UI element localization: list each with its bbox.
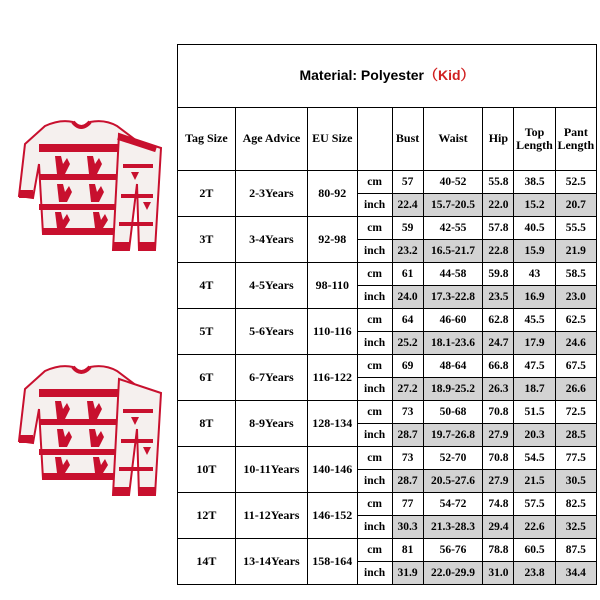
- waist-cm-cell: 56-76: [423, 539, 483, 562]
- pant-length-cm-cell: 58.5: [555, 263, 596, 286]
- unit-inch-cell: inch: [357, 194, 392, 217]
- unit-inch-cell: inch: [357, 378, 392, 401]
- top-length-cm-cell: 43: [514, 263, 555, 286]
- age-advice-cell: 13-14Years: [235, 539, 307, 585]
- age-advice-cell: 11-12Years: [235, 493, 307, 539]
- age-advice-cell: 2-3Years: [235, 171, 307, 217]
- top-length-inch-cell: 21.5: [514, 470, 555, 493]
- waist-inch-cell: 15.7-20.5: [423, 194, 483, 217]
- kid-label: （Kid）: [423, 67, 475, 84]
- top-length-inch-cell: 16.9: [514, 286, 555, 309]
- bust-inch-cell: 28.7: [392, 470, 423, 493]
- bust-inch-cell: 24.0: [392, 286, 423, 309]
- size-row-cm: [178, 217, 597, 240]
- bust-cm-cell: 73: [392, 447, 423, 470]
- unit-cm-cell: cm: [357, 447, 392, 470]
- top-length-inch-cell: 22.6: [514, 516, 555, 539]
- unit-inch-cell: inch: [357, 562, 392, 585]
- unit-inch-cell: inch: [357, 286, 392, 309]
- top-length-cm-cell: 51.5: [514, 401, 555, 424]
- hip-cm-cell: 59.8: [483, 263, 514, 286]
- waist-inch-cell: 18.1-23.6: [423, 332, 483, 355]
- waist-cm-cell: 50-68: [423, 401, 483, 424]
- unit-cm-cell: cm: [357, 493, 392, 516]
- header-eu-size: EU Size: [308, 108, 358, 171]
- unit-inch-cell: inch: [357, 470, 392, 493]
- waist-cm-cell: 46-60: [423, 309, 483, 332]
- pant-length-inch-cell: 20.7: [555, 194, 596, 217]
- header-top-length: Top Length: [514, 108, 555, 171]
- size-row-cm: [178, 493, 597, 516]
- hip-cm-cell: 70.8: [483, 447, 514, 470]
- eu-size-cell: 110-116: [308, 309, 358, 355]
- eu-size-cell: 146-152: [308, 493, 358, 539]
- pant-length-cm-cell: 67.5: [555, 355, 596, 378]
- pant-length-inch-cell: 28.5: [555, 424, 596, 447]
- unit-cm-cell: cm: [357, 263, 392, 286]
- waist-inch-cell: 21.3-28.3: [423, 516, 483, 539]
- eu-size-cell: 80-92: [308, 171, 358, 217]
- pant-length-cm-cell: 55.5: [555, 217, 596, 240]
- tag-size-cell: 8T: [178, 401, 236, 447]
- unit-cm-cell: cm: [357, 217, 392, 240]
- bust-inch-cell: 28.7: [392, 424, 423, 447]
- bust-cm-cell: 77: [392, 493, 423, 516]
- top-length-cm-cell: 38.5: [514, 171, 555, 194]
- hip-inch-cell: 31.0: [483, 562, 514, 585]
- pant-length-inch-cell: 32.5: [555, 516, 596, 539]
- material-label: Material: Polyester: [299, 67, 424, 84]
- unit-cm-cell: cm: [357, 539, 392, 562]
- top-length-inch-cell: 23.8: [514, 562, 555, 585]
- waist-cm-cell: 40-52: [423, 171, 483, 194]
- hip-inch-cell: 24.7: [483, 332, 514, 355]
- bust-inch-cell: 30.3: [392, 516, 423, 539]
- pant-length-cm-cell: 52.5: [555, 171, 596, 194]
- size-row-cm: [178, 309, 597, 332]
- unit-cm-cell: cm: [357, 171, 392, 194]
- unit-cm-cell: cm: [357, 401, 392, 424]
- tag-size-cell: 4T: [178, 263, 236, 309]
- hip-inch-cell: 22.8: [483, 240, 514, 263]
- waist-inch-cell: 22.0-29.9: [423, 562, 483, 585]
- size-row-cm: [178, 355, 597, 378]
- pant-length-inch-cell: 24.6: [555, 332, 596, 355]
- bust-cm-cell: 61: [392, 263, 423, 286]
- header-unit: [357, 108, 392, 171]
- age-advice-cell: 4-5Years: [235, 263, 307, 309]
- pant-length-inch-cell: 21.9: [555, 240, 596, 263]
- header-pant-length: Pant Length: [555, 108, 596, 171]
- top-length-inch-cell: 17.9: [514, 332, 555, 355]
- pant-length-inch-cell: 30.5: [555, 470, 596, 493]
- bust-cm-cell: 69: [392, 355, 423, 378]
- age-advice-cell: 5-6Years: [235, 309, 307, 355]
- pajama-pants: [113, 379, 161, 495]
- bust-inch-cell: 27.2: [392, 378, 423, 401]
- top-length-inch-cell: 15.2: [514, 194, 555, 217]
- size-row-cm: [178, 539, 597, 562]
- waist-cm-cell: 48-64: [423, 355, 483, 378]
- bust-inch-cell: 31.9: [392, 562, 423, 585]
- top-length-cm-cell: 57.5: [514, 493, 555, 516]
- header-row: [178, 108, 597, 171]
- bust-cm-cell: 57: [392, 171, 423, 194]
- size-chart-table: [177, 44, 597, 585]
- hip-inch-cell: 27.9: [483, 470, 514, 493]
- bust-inch-cell: 25.2: [392, 332, 423, 355]
- hip-inch-cell: 29.4: [483, 516, 514, 539]
- eu-size-cell: 140-146: [308, 447, 358, 493]
- hip-cm-cell: 66.8: [483, 355, 514, 378]
- pant-length-cm-cell: 82.5: [555, 493, 596, 516]
- waist-inch-cell: 19.7-26.8: [423, 424, 483, 447]
- waist-cm-cell: 52-70: [423, 447, 483, 470]
- bust-inch-cell: 22.4: [392, 194, 423, 217]
- bust-inch-cell: 23.2: [392, 240, 423, 263]
- tag-size-cell: 3T: [178, 217, 236, 263]
- hip-inch-cell: 22.0: [483, 194, 514, 217]
- top-length-cm-cell: 60.5: [514, 539, 555, 562]
- hip-cm-cell: 74.8: [483, 493, 514, 516]
- tag-size-cell: 14T: [178, 539, 236, 585]
- header-waist: Waist: [423, 108, 483, 171]
- header-hip: Hip: [483, 108, 514, 171]
- unit-inch-cell: inch: [357, 332, 392, 355]
- tag-size-cell: 6T: [178, 355, 236, 401]
- age-advice-cell: 3-4Years: [235, 217, 307, 263]
- waist-cm-cell: 42-55: [423, 217, 483, 240]
- waist-inch-cell: 18.9-25.2: [423, 378, 483, 401]
- hip-cm-cell: 62.8: [483, 309, 514, 332]
- eu-size-cell: 128-134: [308, 401, 358, 447]
- eu-size-cell: 116-122: [308, 355, 358, 401]
- tag-size-cell: 5T: [178, 309, 236, 355]
- tag-size-cell: 2T: [178, 171, 236, 217]
- age-advice-cell: 10-11Years: [235, 447, 307, 493]
- age-advice-cell: 8-9Years: [235, 401, 307, 447]
- pajama-set-image-bottom: [15, 349, 165, 499]
- unit-cm-cell: cm: [357, 355, 392, 378]
- header-age-advice: Age Advice: [235, 108, 307, 171]
- pant-length-inch-cell: 23.0: [555, 286, 596, 309]
- pant-length-cm-cell: 72.5: [555, 401, 596, 424]
- top-length-cm-cell: 40.5: [514, 217, 555, 240]
- waist-inch-cell: 16.5-21.7: [423, 240, 483, 263]
- bust-cm-cell: 73: [392, 401, 423, 424]
- product-image-panel: [3, 44, 178, 571]
- hip-inch-cell: 27.9: [483, 424, 514, 447]
- header-tag-size: Tag Size: [178, 108, 236, 171]
- hip-cm-cell: 78.8: [483, 539, 514, 562]
- waist-inch-cell: 20.5-27.6: [423, 470, 483, 493]
- size-chart-title: [178, 45, 597, 108]
- waist-cm-cell: 54-72: [423, 493, 483, 516]
- bust-cm-cell: 64: [392, 309, 423, 332]
- top-length-inch-cell: 15.9: [514, 240, 555, 263]
- pajama-pants: [113, 134, 161, 250]
- top-length-cm-cell: 47.5: [514, 355, 555, 378]
- tag-size-cell: 12T: [178, 493, 236, 539]
- eu-size-cell: 158-164: [308, 539, 358, 585]
- hip-inch-cell: 23.5: [483, 286, 514, 309]
- top-length-inch-cell: 20.3: [514, 424, 555, 447]
- eu-size-cell: 92-98: [308, 217, 358, 263]
- size-row-cm: [178, 447, 597, 470]
- pant-length-inch-cell: 26.6: [555, 378, 596, 401]
- top-length-cm-cell: 54.5: [514, 447, 555, 470]
- unit-inch-cell: inch: [357, 424, 392, 447]
- hip-cm-cell: 57.8: [483, 217, 514, 240]
- pant-length-inch-cell: 34.4: [555, 562, 596, 585]
- eu-size-cell: 98-110: [308, 263, 358, 309]
- pant-length-cm-cell: 62.5: [555, 309, 596, 332]
- unit-inch-cell: inch: [357, 240, 392, 263]
- top-length-inch-cell: 18.7: [514, 378, 555, 401]
- hip-cm-cell: 70.8: [483, 401, 514, 424]
- bust-cm-cell: 59: [392, 217, 423, 240]
- unit-cm-cell: cm: [357, 309, 392, 332]
- waist-cm-cell: 44-58: [423, 263, 483, 286]
- waist-inch-cell: 17.3-22.8: [423, 286, 483, 309]
- top-length-cm-cell: 45.5: [514, 309, 555, 332]
- unit-inch-cell: inch: [357, 516, 392, 539]
- age-advice-cell: 6-7Years: [235, 355, 307, 401]
- pajama-set-image-top: [15, 104, 165, 254]
- pant-length-cm-cell: 77.5: [555, 447, 596, 470]
- hip-cm-cell: 55.8: [483, 171, 514, 194]
- header-bust: Bust: [392, 108, 423, 171]
- size-row-cm: [178, 263, 597, 286]
- tag-size-cell: 10T: [178, 447, 236, 493]
- bust-cm-cell: 81: [392, 539, 423, 562]
- pant-length-cm-cell: 87.5: [555, 539, 596, 562]
- hip-inch-cell: 26.3: [483, 378, 514, 401]
- size-row-cm: [178, 171, 597, 194]
- size-row-cm: [178, 401, 597, 424]
